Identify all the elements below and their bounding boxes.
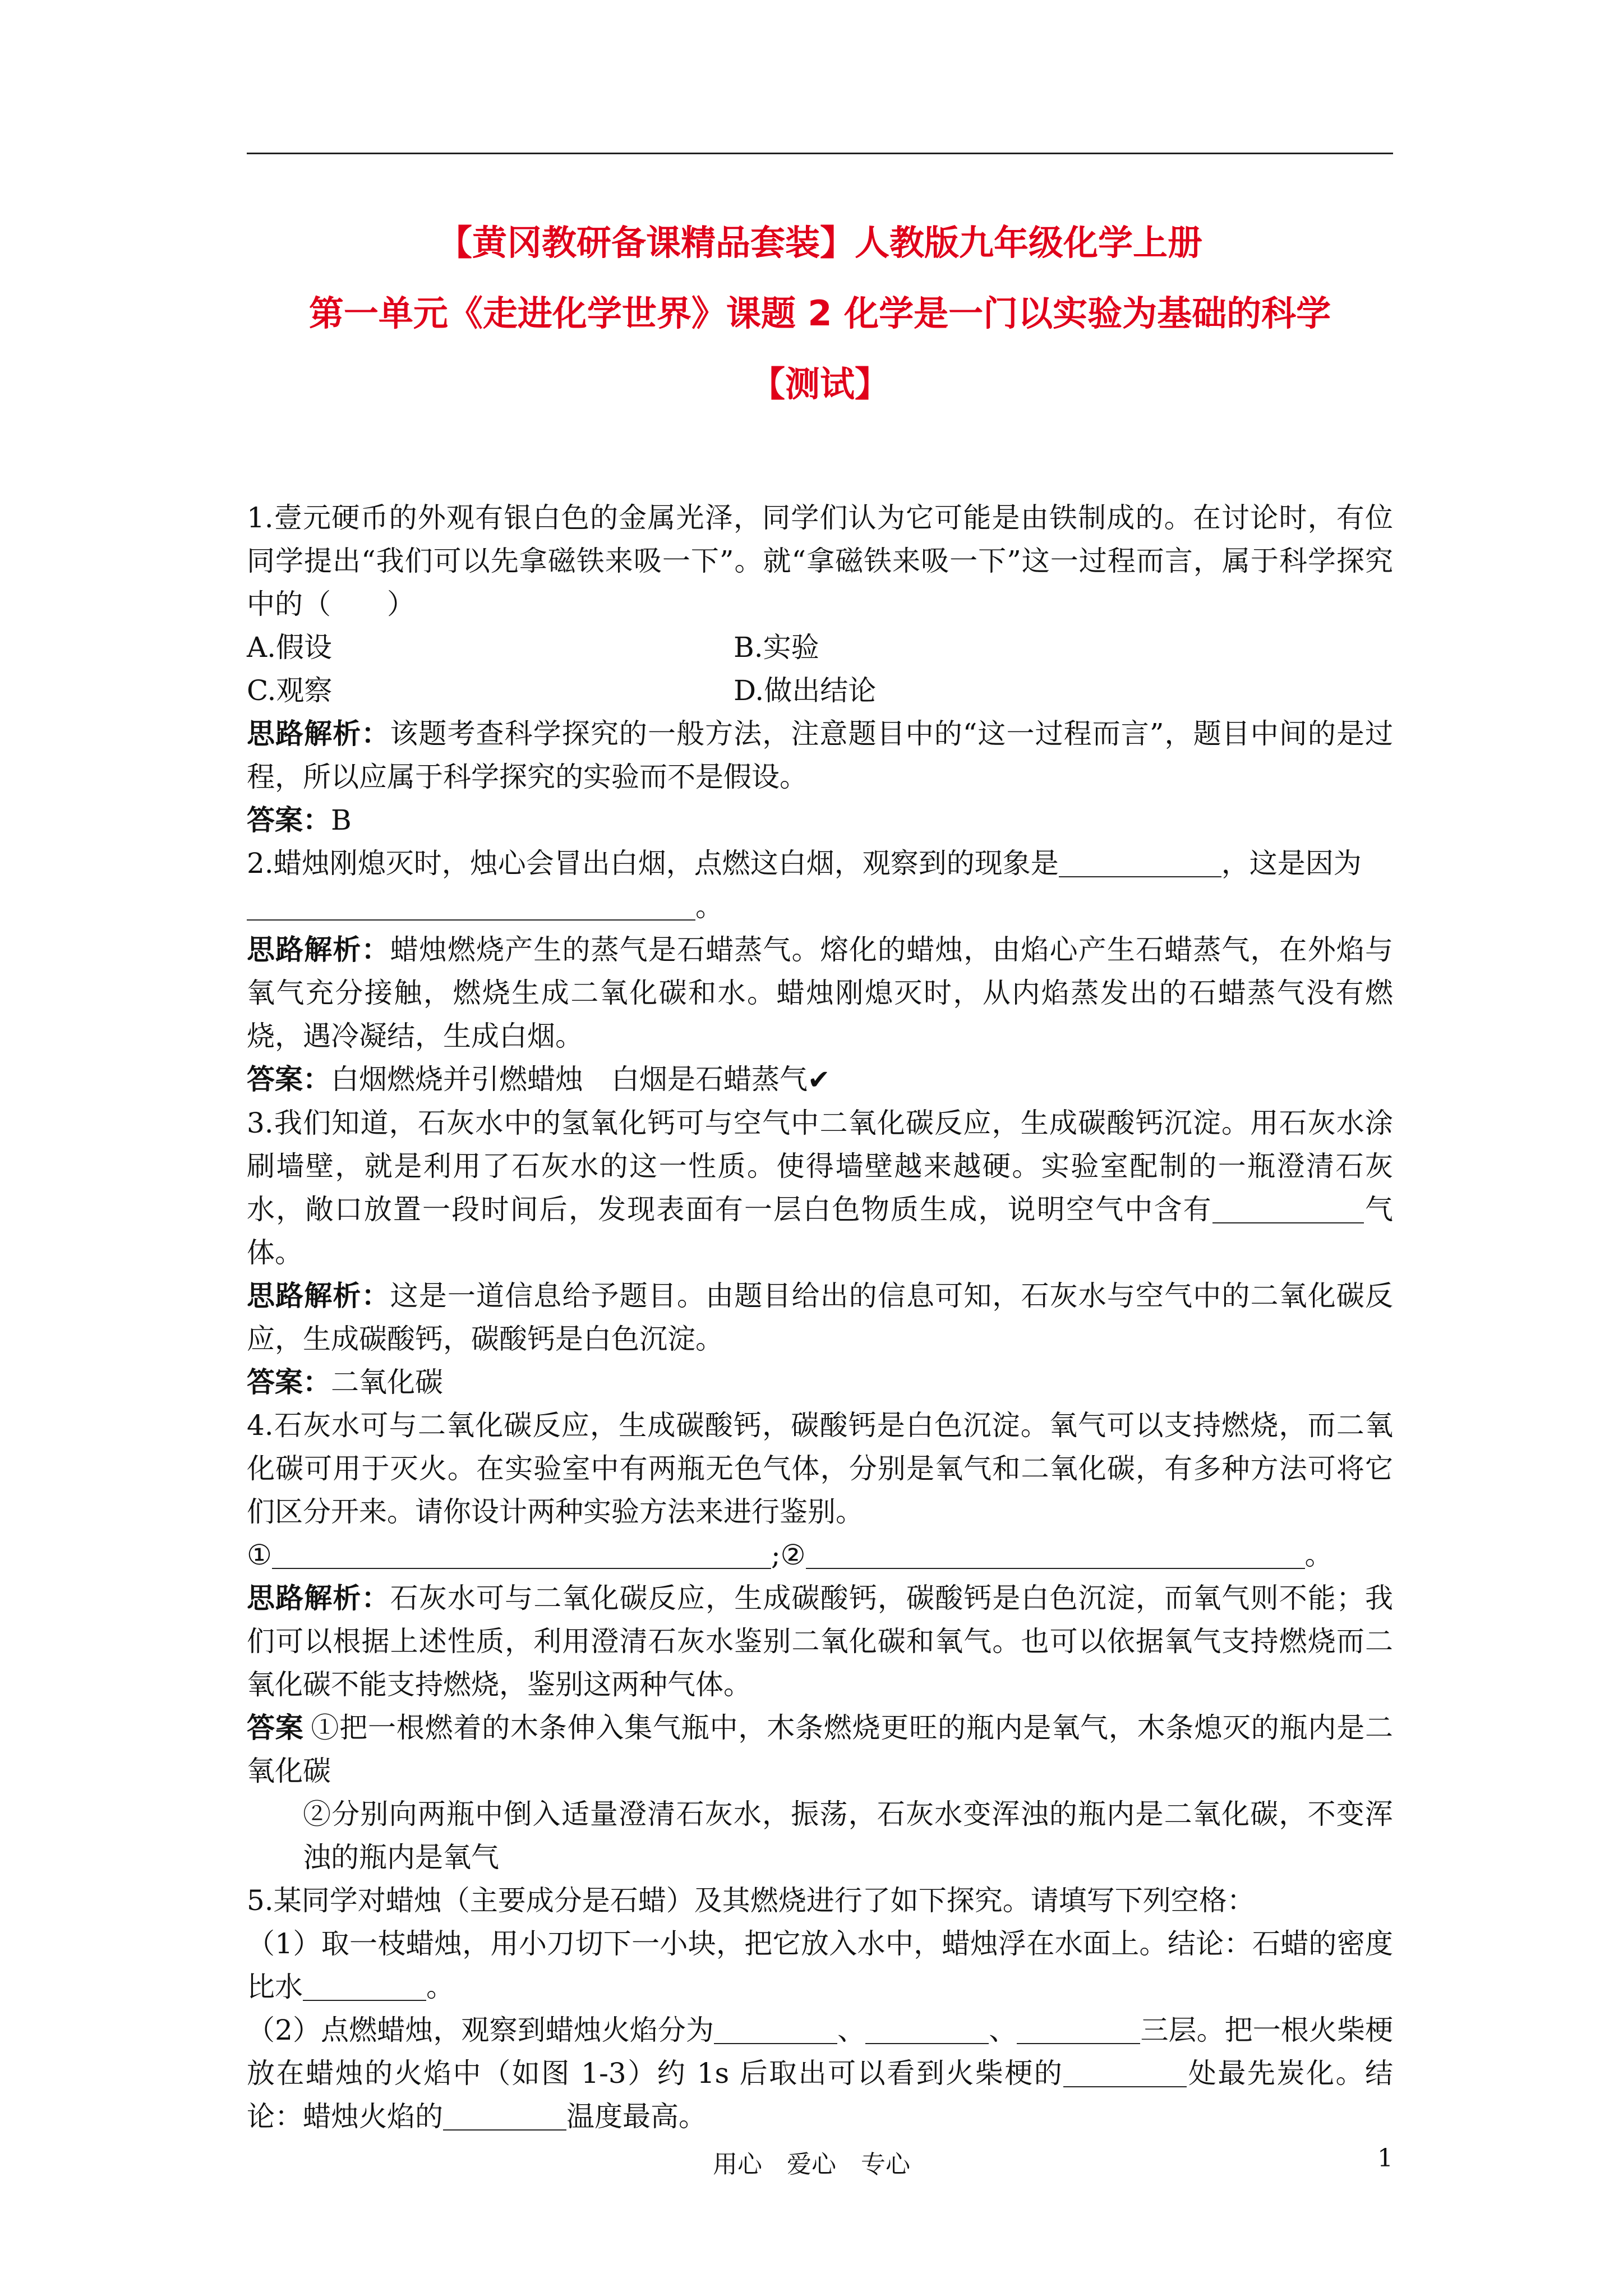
q2-blank-2[interactable] [247, 890, 695, 921]
q4-blank-2[interactable] [806, 1539, 1305, 1569]
q1-answer: 答案：B [247, 804, 352, 836]
analysis-label: 思路解析： [247, 1280, 390, 1312]
title-test: 【测试】 [750, 364, 889, 404]
analysis-label: 思路解析： [247, 1582, 390, 1614]
q4-answer-2: ②分别向两瓶中倒入适量澄清石灰水，振荡，石灰水变浑浊的瓶内是二氧化碳，不变浑浊的瓶内是氧气 [303, 1798, 1393, 1874]
q1-option-c: C.观察 [247, 674, 333, 707]
answer-label: 答案： [247, 804, 331, 836]
answer-label: 答案： [247, 1063, 331, 1096]
page-title [247, 208, 1393, 420]
answer-label: 答案 [247, 1711, 304, 1744]
footer-motto: 用心 爱心 专心 [713, 2150, 910, 2179]
q2-stem: 2.蜡烛刚熄灭时，烛心会冒出白烟，点燃这白烟，观察到的现象是 ，这是因为 。 [247, 847, 1362, 923]
header-rule [247, 153, 1393, 154]
q1-analysis: 思路解析：该题考查科学探究的一般方法，注意题目中的“这一过程而言”，题目中间的是过程，所以应属于科学探究的实验而不是假设。 [247, 717, 1393, 793]
q4-answer-1: 答案 ①把一根燃着的木条伸入集气瓶中，木条燃烧更旺的瓶内是氧气，木条熄灭的瓶内是二氧化碳 [247, 1711, 1394, 1787]
analysis-label: 思路解析： [247, 717, 390, 750]
question-list [247, 496, 1393, 2138]
q1-option-a: A.假设 [247, 631, 333, 664]
title-lesson: 第一单元《走进化学世界》课题 2 化学是一门以实验为基础的科学 [308, 293, 1331, 334]
check-mark-icon: ✔ [808, 1064, 831, 1096]
q1-options-row-1 [247, 626, 1393, 669]
q1-option-d: D.做出结论 [734, 674, 877, 707]
q4-stem: 4.石灰水可与二氧化碳反应，生成碳酸钙，碳酸钙是白色沉淀。氧气可以支持燃烧，而二氧化碳可用于灭火。在实验室中有两瓶无色气体，分别是氧气和二氧化碳，有多种方法可将它们区分开来。请你设计两种实验方法来进行鉴别。 [247, 1409, 1393, 1528]
q3-analysis: 思路解析：这是一道信息给予题目。由题目给出的信息可知，石灰水与空气中的二氧化碳反应，生成碳酸钙，碳酸钙是白色沉淀。 [247, 1280, 1394, 1355]
q5-part2: （2）点燃蜡烛，观察到蜡烛火焰分为 、 、 三层。把一根火柴梗放在蜡烛的火焰中（如图 1-3）约 1s 后取出可以看到火柴梗的 处最先炭化。结论：蜡烛火焰的 温度最高。 [247, 2014, 1394, 2133]
q5-blank-match[interactable] [1063, 2057, 1187, 2087]
q5-blank-density[interactable] [303, 1971, 426, 2001]
q1-option-b: B.实验 [734, 631, 819, 664]
q3-answer: 答案：二氧化碳 [247, 1366, 443, 1398]
q3-blank[interactable] [1212, 1193, 1364, 1223]
q5-blank-hottest[interactable] [443, 2100, 566, 2131]
q5-blank-flame-1[interactable] [714, 2014, 837, 2044]
q5-stem: 5.某同学对蜡烛（主要成分是石蜡）及其燃烧进行了如下探究。请填写下列空格： [247, 1884, 1255, 1917]
q5-part1: （1）取一枝蜡烛，用小刀切下一小块，把它放入水中，蜡烛浮在水面上。结论：石蜡的密度比水 。 [247, 1927, 1393, 2003]
q5-blank-flame-2[interactable] [865, 2014, 989, 2044]
page-footer [0, 2144, 1623, 2183]
q1-options-row-2 [247, 669, 1393, 712]
q5-blank-flame-3[interactable] [1017, 2014, 1140, 2044]
q4-analysis: 思路解析：石灰水可与二氧化碳反应，生成碳酸钙，碳酸钙是白色沉淀，而氧气则不能；我们可以根据上述性质，利用澄清石灰水鉴别二氧化碳和氧气。也可以依据氧气支持燃烧而二氧化碳不能支持燃烧，鉴别这两种气体。 [247, 1582, 1394, 1701]
q4-blank-1[interactable] [272, 1539, 771, 1569]
page-number: 1 [1377, 2144, 1393, 2173]
q1-stem: 1.壹元硬币的外观有银白色的金属光泽，同学们认为它可能是由铁制成的。在讨论时，有位同学提出“我们可以先拿磁铁来吸一下”。就“拿磁铁来吸一下”这一过程而言，属于科学探究中的（ ） [247, 501, 1393, 620]
q2-answer: 答案：白烟燃烧并引燃蜡烛 白烟是石蜡蒸气✔ [247, 1063, 831, 1096]
analysis-label: 思路解析： [247, 933, 390, 966]
q4-blanks: ① ;② 。 [247, 1539, 1333, 1571]
title-series: 【黄冈教研备课精品套装】人教版九年级化学上册 [437, 222, 1202, 263]
q3-stem: 3.我们知道，石灰水中的氢氧化钙可与空气中二氧化碳反应，生成碳酸钙沉淀。用石灰水涂刷墙壁，就是利用了石灰水的这一性质。使得墙壁越来越硬。实验室配制的一瓶澄清石灰水，敞口放置一段时间后，发现表面有一层白色物质生成，说明空气中含有 气体。 [247, 1107, 1394, 1269]
q2-analysis: 思路解析：蜡烛燃烧产生的蒸气是石蜡蒸气。熔化的蜡烛，由焰心产生石蜡蒸气，在外焰与氧气充分接触，燃烧生成二氧化碳和水。蜡烛刚熄灭时，从内焰蒸发出的石蜡蒸气没有燃烧，遇冷凝结，生成白烟。 [247, 933, 1394, 1052]
answer-label: 答案： [247, 1366, 331, 1398]
q2-blank-1[interactable] [1059, 847, 1221, 877]
